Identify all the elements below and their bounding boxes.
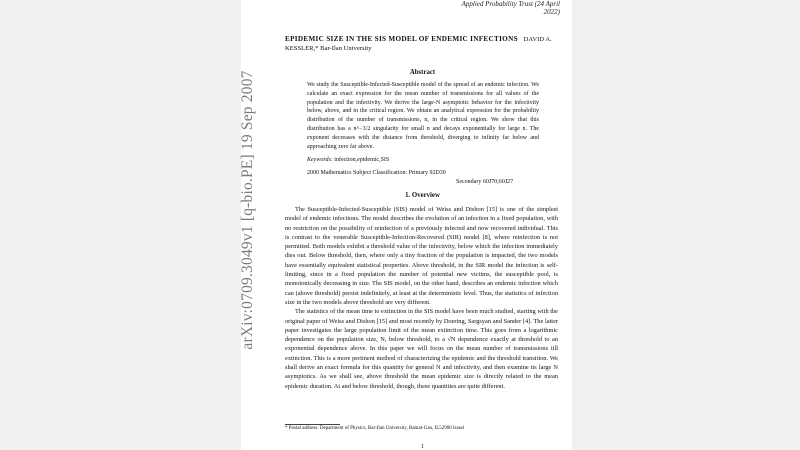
title-block	[285, 35, 560, 53]
author-line: DAVID A. KESSLER,* Bar-Ilan University	[285, 36, 552, 52]
page-number: 1	[421, 444, 424, 450]
running-head: Applied Probability Trust (24 April 2022)	[461, 0, 560, 16]
msc-secondary: Secondary 60J70;60J27	[456, 178, 514, 185]
arxiv-stamp: arXiv:0709.3049v1 [q-bio.PE] 19 Sep 2007	[239, 70, 256, 350]
section-heading: 1. Overview	[405, 192, 440, 199]
keywords-label: Keywords:	[307, 157, 333, 163]
footnote: * Postal address: Department of Physics, Bar-Ilan University, Ramat-Gan, IL52900 Israel	[285, 426, 465, 431]
keywords	[307, 157, 539, 163]
keywords-value: infection,epidemic,SIS	[334, 157, 390, 163]
abstract-text: We study the Susceptible-Infected-Susceptible model of the spread of an endemic infection. We calculate an exact expression for the mean number of transmissions for all values of the population and the infectivity. We derive the large-N asymptotic behavior for the infectivity below, above, and in the critical region. We obtain an analytical expression for the probability distribution of the number of transmissions, n, in the critical region. We show that this distribution has a n^−3/2 singularity for small n and decays exponentially for large n. The exponent decreases with the distance from threshold, diverging to infinity far below and approaching zero far above.	[307, 82, 539, 150]
msc-classification	[307, 169, 539, 186]
body-text	[285, 205, 558, 391]
msc-primary: 2000 Mathematics Subject Classification: Primary 92D30	[307, 170, 446, 176]
paragraph-1: The Susceptible-Infected-Susceptible (SIS) model of Weiss and Dishon [15] is one of the simplest model of endemic infections. The model describes the evolution of an infection in a fixed population, with no restriction on the possibility of reinfection of a previously infected and now recovered individual. This is contrast to the venerable Susceptible-Infection-Recovered (SIR) model [8], where reinfection is not permitted. Both models exhibit a threshold value of the infectivity, below which the infection immediately dies out. Below threshold, then, where only a tiny fraction of the population is impacted, the two models have essentially equivalent statistical properties. Above threshold, in the SIR model the infection is self-limiting, since in a fixed population the number of potential new victims, the susceptible pool, is monotonically decreasing in size. The SIS model, on the other hand, describes an endemic infection which can (above threshold) persist indefinitely, at least at the deterministic level. Thus, the statistics of infection size in the two models above threshold are very different.	[285, 206, 558, 306]
paragraph-2: The statistics of the mean time to extinction in the SIS model have been much studied, starting with the original paper of Weiss and Dishon [15] and most recently by Doering, Sargsyan and Sander [4]. The latter paper investigates the large population limit of the mean extinction time. This goes from a logarithmic dependence on the population size, N, below threshold, to a √N dependence exactly at threshold to an exponential dependence above. In this paper we will focus on the mean number of transmissions till extinction. This is a more pertinent method of characterizing the epidemic and the threshold transition. We shall derive an exact formula for this quantity for general N and infectivity, and then examine its large N asymptotics. As we shall see, above threshold the mean epidemic size is directly related to the mean epidemic duration. At and below threshold, though, these quantities are quite different.	[285, 308, 558, 390]
paper-title: EPIDEMIC SIZE IN THE SIS MODEL OF ENDEMIC INFECTIONS	[285, 35, 518, 43]
footnote-rule	[285, 424, 340, 425]
abstract-heading: Abstract	[409, 69, 436, 76]
